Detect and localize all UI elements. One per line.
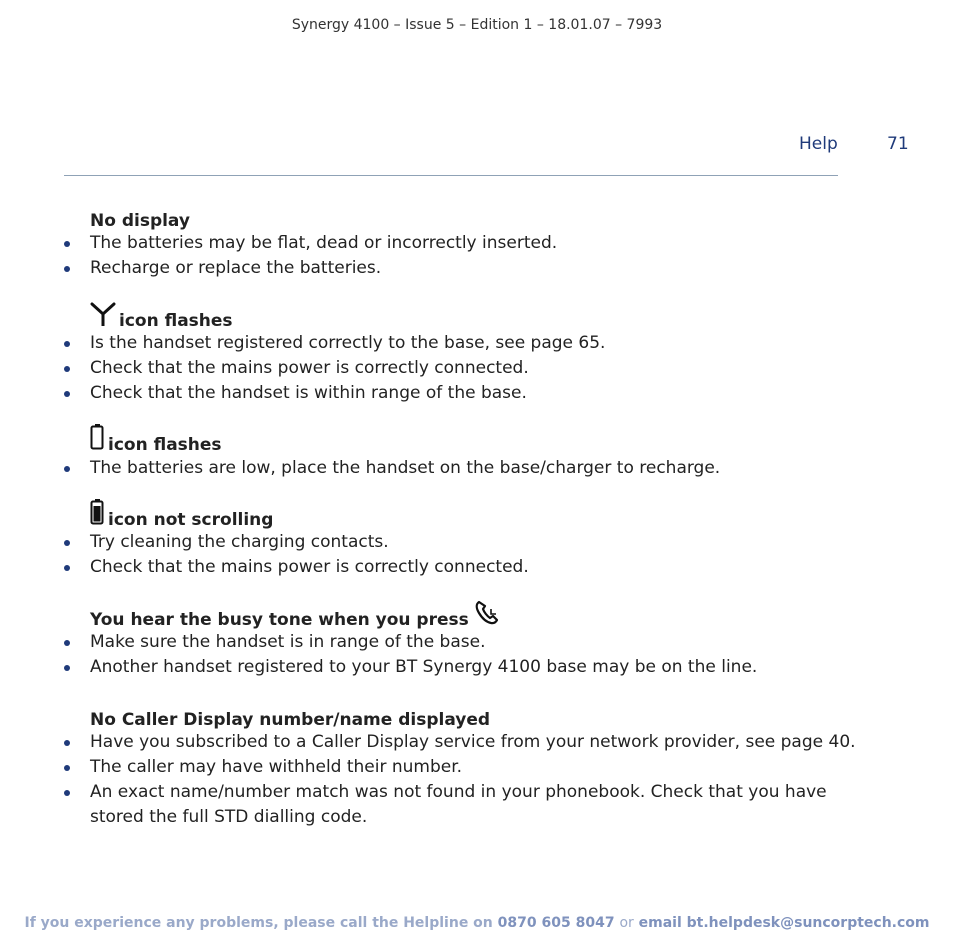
bullet [64, 565, 70, 571]
helpline-footer [0, 915, 954, 931]
heading-busy-tone [90, 604, 500, 630]
bullet [64, 366, 70, 372]
section-name: Help [799, 134, 838, 154]
bullet [64, 391, 70, 397]
bullet [64, 341, 70, 347]
bullet [64, 266, 70, 272]
heading-text: No display [90, 211, 190, 231]
bullet [64, 665, 70, 671]
helpline-phone: 0870 605 8047 [497, 915, 615, 931]
heading-antenna-flashes [90, 305, 233, 331]
bullet [64, 640, 70, 646]
helpdesk-email: email bt.helpdesk@suncorptech.com [638, 915, 930, 931]
heading-battery-flashes [90, 429, 222, 455]
bullet [64, 241, 70, 247]
footer-lead: If you experience any problems, please call the Helpline on [24, 915, 493, 931]
heading-no-display [90, 205, 190, 231]
bullet [64, 790, 70, 796]
help-content: No display The batteries may be flat, dead or incorrectly inserted. Recharge or replace the batteries. icon flashes Is the handset registered correctly to the base, see page 65. Check that the mains power is correctly connected. Check that the handset is within range of the base. icon flashes The batteries are low, place the handset on the base/charger to recharge. icon not scrolling Try cleaning the charging contacts. Check that the mains power is correctly connected. You hear the busy tone when you press Make sure the handset is in range of the base. Another handset registered to your BT Synergy 4100 base may be on the line. No Caller Display number/name displayed Have you subscribed to a Caller Display service from your network provider, see page 40. The caller may have withheld their number. An exact name/number match was not found in your phonebook. Check that you have stored the full STD dialling code. [0, 0, 954, 951]
antenna-icon [90, 302, 116, 331]
page-number: 71 [887, 134, 909, 154]
heading-text: No Caller Display number/name displayed [90, 710, 491, 730]
battery-empty-icon [90, 424, 105, 455]
page-meta: Synergy 4100 – Issue 5 – Edition 1 – 18.01.07 – 7993 [291, 17, 663, 33]
talk-key-icon [474, 599, 500, 630]
heading-text: icon flashes [119, 311, 233, 331]
footer-or: or [619, 915, 634, 931]
heading-text: icon flashes [108, 435, 222, 455]
bullet [64, 740, 70, 746]
bullet [64, 540, 70, 546]
battery-full-icon [90, 499, 105, 530]
heading-text: You hear the busy tone when you press [90, 610, 469, 630]
heading-battery-not-scrolling [90, 504, 273, 530]
bullet [64, 466, 70, 472]
bullet [64, 765, 70, 771]
heading-no-caller-display [90, 704, 490, 730]
heading-text: icon not scrolling [108, 510, 274, 530]
